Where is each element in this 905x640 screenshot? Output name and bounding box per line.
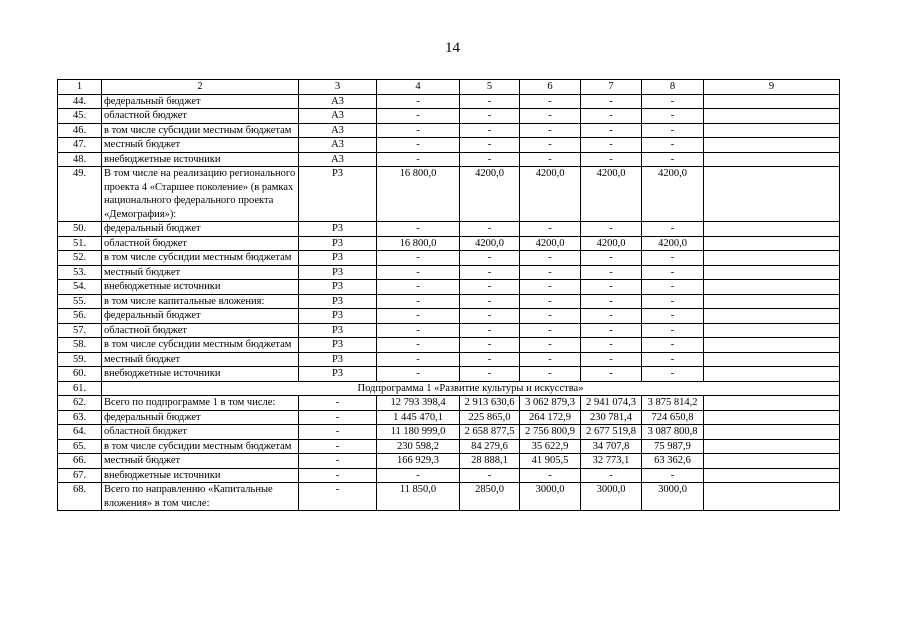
table-row bbox=[58, 138, 840, 153]
row-number: 63. bbox=[58, 410, 102, 425]
row-label: в том числе субсидии местным бюджетам bbox=[102, 338, 299, 353]
value-note bbox=[704, 367, 840, 382]
value-year-3: 32 773,1 bbox=[581, 454, 642, 469]
value-year-1: - bbox=[460, 468, 520, 483]
header-cell: 4 bbox=[377, 80, 460, 95]
value-note bbox=[704, 280, 840, 295]
value-year-2: - bbox=[520, 309, 581, 324]
value-year-4: - bbox=[642, 94, 704, 109]
value-year-1: - bbox=[460, 109, 520, 124]
row-number: 48. bbox=[58, 152, 102, 167]
row-code: - bbox=[299, 483, 377, 511]
row-number: 53. bbox=[58, 265, 102, 280]
row-label: в том числе субсидии местным бюджетам bbox=[102, 439, 299, 454]
table-row bbox=[58, 425, 840, 440]
value-note bbox=[704, 152, 840, 167]
value-year-2: 4200,0 bbox=[520, 236, 581, 251]
value-note bbox=[704, 483, 840, 511]
value-year-2: - bbox=[520, 251, 581, 266]
value-year-3: - bbox=[581, 294, 642, 309]
table-row bbox=[58, 152, 840, 167]
value-year-3: 2 941 074,3 bbox=[581, 396, 642, 411]
value-total: 16 800,0 bbox=[377, 236, 460, 251]
value-year-4: - bbox=[642, 294, 704, 309]
row-code: - bbox=[299, 468, 377, 483]
value-year-1: - bbox=[460, 94, 520, 109]
value-year-1: - bbox=[460, 152, 520, 167]
row-number: 61. bbox=[58, 381, 102, 396]
value-note bbox=[704, 138, 840, 153]
value-year-2: - bbox=[520, 222, 581, 237]
value-year-3: - bbox=[581, 265, 642, 280]
row-number: 67. bbox=[58, 468, 102, 483]
value-year-2: 264 172,9 bbox=[520, 410, 581, 425]
value-year-3: 4200,0 bbox=[581, 167, 642, 222]
value-year-4: 3 875 814,2 bbox=[642, 396, 704, 411]
header-cell: 1 bbox=[58, 80, 102, 95]
value-note bbox=[704, 251, 840, 266]
row-number: 51. bbox=[58, 236, 102, 251]
value-year-2: - bbox=[520, 138, 581, 153]
row-code: Р3 bbox=[299, 367, 377, 382]
value-year-1: - bbox=[460, 294, 520, 309]
header-cell: 3 bbox=[299, 80, 377, 95]
row-number: 64. bbox=[58, 425, 102, 440]
table-row bbox=[58, 294, 840, 309]
row-number: 66. bbox=[58, 454, 102, 469]
value-year-2: - bbox=[520, 123, 581, 138]
value-year-4: - bbox=[642, 338, 704, 353]
budget-table bbox=[57, 79, 840, 511]
row-label: внебюджетные источники bbox=[102, 367, 299, 382]
value-year-3: 2 677 519,8 bbox=[581, 425, 642, 440]
row-label: внебюджетные источники bbox=[102, 280, 299, 295]
value-total: - bbox=[377, 323, 460, 338]
value-total: 166 929,3 bbox=[377, 454, 460, 469]
value-year-2: - bbox=[520, 294, 581, 309]
value-year-3: - bbox=[581, 109, 642, 124]
page-number: 14 bbox=[445, 40, 460, 56]
value-note bbox=[704, 109, 840, 124]
value-year-4: - bbox=[642, 309, 704, 324]
header-cell: 5 bbox=[460, 80, 520, 95]
value-year-3: - bbox=[581, 152, 642, 167]
value-year-4: - bbox=[642, 265, 704, 280]
table-row bbox=[58, 222, 840, 237]
value-year-4: - bbox=[642, 138, 704, 153]
value-total: 11 180 999,0 bbox=[377, 425, 460, 440]
value-year-1: 2 658 877,5 bbox=[460, 425, 520, 440]
row-label: внебюджетные источники bbox=[102, 468, 299, 483]
value-year-1: - bbox=[460, 352, 520, 367]
value-year-4: 3000,0 bbox=[642, 483, 704, 511]
value-note bbox=[704, 352, 840, 367]
table-row bbox=[58, 109, 840, 124]
value-year-4: 724 650,8 bbox=[642, 410, 704, 425]
value-total: - bbox=[377, 251, 460, 266]
value-year-1: - bbox=[460, 338, 520, 353]
value-year-2: - bbox=[520, 338, 581, 353]
value-total: - bbox=[377, 265, 460, 280]
value-note bbox=[704, 338, 840, 353]
row-number: 55. bbox=[58, 294, 102, 309]
value-year-3: - bbox=[581, 222, 642, 237]
value-year-1: - bbox=[460, 280, 520, 295]
value-year-1: - bbox=[460, 138, 520, 153]
value-year-3: - bbox=[581, 367, 642, 382]
value-year-3: 4200,0 bbox=[581, 236, 642, 251]
value-year-2: 35 622,9 bbox=[520, 439, 581, 454]
value-year-2: 4200,0 bbox=[520, 167, 581, 222]
row-code: Р3 bbox=[299, 265, 377, 280]
value-year-4: - bbox=[642, 323, 704, 338]
value-total: - bbox=[377, 123, 460, 138]
value-year-3: - bbox=[581, 251, 642, 266]
value-year-1: 4200,0 bbox=[460, 167, 520, 222]
value-total: - bbox=[377, 294, 460, 309]
value-note bbox=[704, 309, 840, 324]
value-year-1: - bbox=[460, 323, 520, 338]
subprogram-heading: Подпрограмма 1 «Развитие культуры и искусства» bbox=[102, 381, 840, 396]
value-year-4: - bbox=[642, 352, 704, 367]
value-year-2: 3000,0 bbox=[520, 483, 581, 511]
row-label: областной бюджет bbox=[102, 323, 299, 338]
value-year-3: - bbox=[581, 468, 642, 483]
table-row bbox=[58, 167, 840, 222]
value-year-1: 2 913 630,6 bbox=[460, 396, 520, 411]
value-note bbox=[704, 468, 840, 483]
value-total: 16 800,0 bbox=[377, 167, 460, 222]
value-note bbox=[704, 454, 840, 469]
table-row bbox=[58, 94, 840, 109]
value-total: - bbox=[377, 367, 460, 382]
value-year-1: 2850,0 bbox=[460, 483, 520, 511]
row-number: 56. bbox=[58, 309, 102, 324]
row-label: Всего по направлению «Капитальные вложения» в том числе: bbox=[102, 483, 299, 511]
value-year-3: - bbox=[581, 123, 642, 138]
value-total: - bbox=[377, 152, 460, 167]
row-code: - bbox=[299, 454, 377, 469]
table-row bbox=[58, 396, 840, 411]
table-row bbox=[58, 367, 840, 382]
row-label: в том числе субсидии местным бюджетам bbox=[102, 123, 299, 138]
row-code: Р3 bbox=[299, 280, 377, 295]
table-row bbox=[58, 483, 840, 511]
table-row bbox=[58, 123, 840, 138]
value-year-1: - bbox=[460, 265, 520, 280]
value-total: - bbox=[377, 338, 460, 353]
value-year-4: 75 987,9 bbox=[642, 439, 704, 454]
value-year-3: - bbox=[581, 323, 642, 338]
row-number: 49. bbox=[58, 167, 102, 222]
value-total: - bbox=[377, 352, 460, 367]
row-label: федеральный бюджет bbox=[102, 410, 299, 425]
row-code: Р3 bbox=[299, 294, 377, 309]
row-number: 65. bbox=[58, 439, 102, 454]
value-year-4: 4200,0 bbox=[642, 167, 704, 222]
row-code: Р3 bbox=[299, 251, 377, 266]
value-total: 230 598,2 bbox=[377, 439, 460, 454]
value-note bbox=[704, 323, 840, 338]
value-year-2: - bbox=[520, 323, 581, 338]
value-year-3: - bbox=[581, 309, 642, 324]
value-total: - bbox=[377, 138, 460, 153]
row-code: Р3 bbox=[299, 167, 377, 222]
value-year-2: - bbox=[520, 109, 581, 124]
value-total: - bbox=[377, 109, 460, 124]
row-code: - bbox=[299, 439, 377, 454]
value-year-4: - bbox=[642, 123, 704, 138]
table-row bbox=[58, 454, 840, 469]
value-year-4: - bbox=[642, 468, 704, 483]
value-note bbox=[704, 294, 840, 309]
value-year-3: - bbox=[581, 338, 642, 353]
row-label: местный бюджет bbox=[102, 352, 299, 367]
header-cell: 2 bbox=[102, 80, 299, 95]
value-total: 1 445 470,1 bbox=[377, 410, 460, 425]
row-number: 60. bbox=[58, 367, 102, 382]
value-total: 12 793 398,4 bbox=[377, 396, 460, 411]
table-row bbox=[58, 338, 840, 353]
value-year-1: 84 279,6 bbox=[460, 439, 520, 454]
row-code: - bbox=[299, 410, 377, 425]
row-code: А3 bbox=[299, 123, 377, 138]
value-note bbox=[704, 265, 840, 280]
header-cell: 9 bbox=[704, 80, 840, 95]
value-year-4: - bbox=[642, 367, 704, 382]
table-row bbox=[58, 280, 840, 295]
value-year-3: 230 781,4 bbox=[581, 410, 642, 425]
row-code: Р3 bbox=[299, 222, 377, 237]
row-code: А3 bbox=[299, 152, 377, 167]
row-label: федеральный бюджет bbox=[102, 309, 299, 324]
value-year-2: - bbox=[520, 94, 581, 109]
row-label: областной бюджет bbox=[102, 425, 299, 440]
value-year-3: - bbox=[581, 352, 642, 367]
value-year-4: - bbox=[642, 222, 704, 237]
row-label: в том числе капитальные вложения: bbox=[102, 294, 299, 309]
value-year-1: - bbox=[460, 309, 520, 324]
row-label: федеральный бюджет bbox=[102, 94, 299, 109]
value-note bbox=[704, 123, 840, 138]
row-number: 54. bbox=[58, 280, 102, 295]
value-year-4: - bbox=[642, 109, 704, 124]
table-row bbox=[58, 309, 840, 324]
row-code: Р3 bbox=[299, 236, 377, 251]
value-year-4: 3 087 800,8 bbox=[642, 425, 704, 440]
table-row bbox=[58, 251, 840, 266]
row-number: 44. bbox=[58, 94, 102, 109]
value-year-2: - bbox=[520, 468, 581, 483]
row-label: областной бюджет bbox=[102, 236, 299, 251]
row-label: местный бюджет bbox=[102, 138, 299, 153]
value-year-2: - bbox=[520, 280, 581, 295]
value-year-1: 4200,0 bbox=[460, 236, 520, 251]
table-row bbox=[58, 265, 840, 280]
value-year-3: - bbox=[581, 138, 642, 153]
row-label: федеральный бюджет bbox=[102, 222, 299, 237]
value-note bbox=[704, 425, 840, 440]
row-number: 52. bbox=[58, 251, 102, 266]
value-total: - bbox=[377, 222, 460, 237]
value-year-3: - bbox=[581, 94, 642, 109]
row-number: 57. bbox=[58, 323, 102, 338]
row-code: - bbox=[299, 396, 377, 411]
row-number: 47. bbox=[58, 138, 102, 153]
value-total: 11 850,0 bbox=[377, 483, 460, 511]
value-year-2: - bbox=[520, 265, 581, 280]
value-total: - bbox=[377, 309, 460, 324]
table-row bbox=[58, 352, 840, 367]
value-year-1: - bbox=[460, 251, 520, 266]
table-row bbox=[58, 323, 840, 338]
header-cell: 8 bbox=[642, 80, 704, 95]
value-year-2: 41 905,5 bbox=[520, 454, 581, 469]
value-year-4: 63 362,6 bbox=[642, 454, 704, 469]
value-year-3: - bbox=[581, 280, 642, 295]
value-year-4: - bbox=[642, 251, 704, 266]
row-label: местный бюджет bbox=[102, 454, 299, 469]
table-row bbox=[58, 381, 840, 396]
row-label: Всего по подпрограмме 1 в том числе: bbox=[102, 396, 299, 411]
table-row bbox=[58, 410, 840, 425]
value-year-2: - bbox=[520, 352, 581, 367]
row-code: А3 bbox=[299, 109, 377, 124]
row-label: В том числе на реализацию регионального проекта 4 «Старшее поколение» (в рамках национального федерального проекта «Демография»): bbox=[102, 167, 299, 222]
value-note bbox=[704, 396, 840, 411]
row-code: А3 bbox=[299, 138, 377, 153]
header-cell: 7 bbox=[581, 80, 642, 95]
value-year-1: - bbox=[460, 367, 520, 382]
row-number: 68. bbox=[58, 483, 102, 511]
value-note bbox=[704, 167, 840, 222]
value-note bbox=[704, 236, 840, 251]
table-row bbox=[58, 468, 840, 483]
header-row bbox=[58, 80, 840, 95]
row-label: областной бюджет bbox=[102, 109, 299, 124]
row-code: Р3 bbox=[299, 323, 377, 338]
value-year-4: - bbox=[642, 280, 704, 295]
value-note bbox=[704, 94, 840, 109]
value-year-2: 2 756 800,9 bbox=[520, 425, 581, 440]
value-year-3: 3000,0 bbox=[581, 483, 642, 511]
row-code: Р3 bbox=[299, 338, 377, 353]
value-year-1: 28 888,1 bbox=[460, 454, 520, 469]
table-row bbox=[58, 439, 840, 454]
table-row bbox=[58, 236, 840, 251]
value-year-1: 225 865,0 bbox=[460, 410, 520, 425]
row-number: 62. bbox=[58, 396, 102, 411]
row-label: внебюджетные источники bbox=[102, 152, 299, 167]
value-year-2: - bbox=[520, 152, 581, 167]
row-number: 58. bbox=[58, 338, 102, 353]
header-cell: 6 bbox=[520, 80, 581, 95]
value-year-3: 34 707,8 bbox=[581, 439, 642, 454]
value-year-4: - bbox=[642, 152, 704, 167]
row-label: в том числе субсидии местным бюджетам bbox=[102, 251, 299, 266]
value-year-4: 4200,0 bbox=[642, 236, 704, 251]
value-total: - bbox=[377, 468, 460, 483]
row-number: 46. bbox=[58, 123, 102, 138]
row-number: 59. bbox=[58, 352, 102, 367]
value-year-2: 3 062 879,3 bbox=[520, 396, 581, 411]
row-code: А3 bbox=[299, 94, 377, 109]
value-note bbox=[704, 410, 840, 425]
value-year-1: - bbox=[460, 222, 520, 237]
row-code: Р3 bbox=[299, 352, 377, 367]
row-code: Р3 bbox=[299, 309, 377, 324]
value-year-1: - bbox=[460, 123, 520, 138]
value-note bbox=[704, 439, 840, 454]
row-label: местный бюджет bbox=[102, 265, 299, 280]
value-note bbox=[704, 222, 840, 237]
row-code: - bbox=[299, 425, 377, 440]
value-total: - bbox=[377, 94, 460, 109]
row-number: 50. bbox=[58, 222, 102, 237]
row-number: 45. bbox=[58, 109, 102, 124]
value-total: - bbox=[377, 280, 460, 295]
value-year-2: - bbox=[520, 367, 581, 382]
